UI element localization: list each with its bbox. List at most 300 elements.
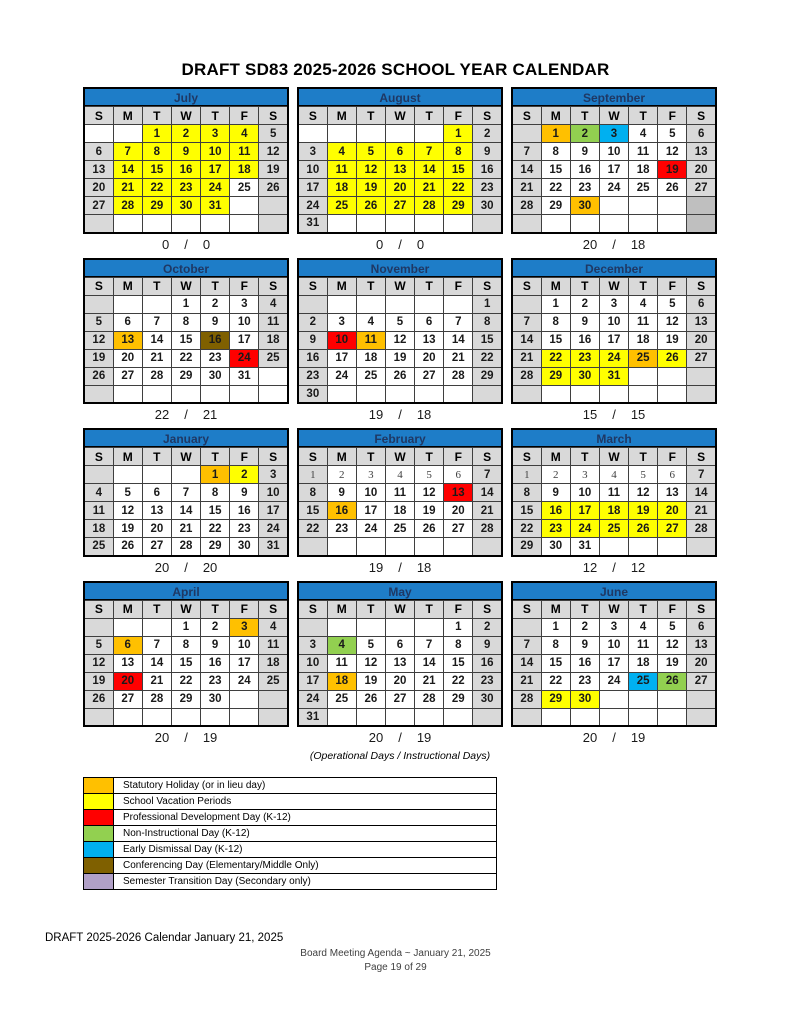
dow-cell: F [658,600,687,618]
calendar-area [83,87,717,762]
week-row [84,161,288,179]
counts-operational: 0 [161,236,170,252]
day-cell [415,215,444,233]
day-cell: 27 [142,538,171,556]
day-cell [84,385,113,403]
day-cell: 9 [473,636,502,654]
day-cell: 30 [570,367,599,385]
day-cell: 25 [385,520,414,538]
day-cell: 18 [385,502,414,520]
week-row [298,654,502,672]
day-cell: 30 [298,385,327,403]
day-cell: 8 [512,484,541,502]
day-cell: 5 [356,143,385,161]
week-row [84,295,288,313]
day-cell: 15 [473,331,502,349]
week-row [512,672,716,690]
week-row [512,179,716,197]
day-cell: 14 [142,331,171,349]
day-cell [541,708,570,726]
day-cell: 3 [230,618,259,636]
day-cell [259,385,288,403]
day-cell: 13 [113,654,142,672]
dow-cell: W [599,448,628,466]
day-cell [629,708,658,726]
day-cell [84,708,113,726]
week-row [84,466,288,484]
day-cell [385,385,414,403]
day-cell [687,708,716,726]
day-cell: 2 [298,313,327,331]
dow-cell: S [473,277,502,295]
dow-cell: F [444,277,473,295]
day-cell: 3 [230,295,259,313]
week-row [298,466,502,484]
day-cell: 16 [201,331,230,349]
counts-slash: / [612,730,616,745]
week-row [84,708,288,726]
counts-slash: / [398,559,402,575]
day-cell: 21 [415,179,444,197]
counts-instructional: 12 [630,559,646,575]
day-cell [113,618,142,636]
dow-cell: T [570,448,599,466]
day-cell [327,708,356,726]
month-day-counts [83,727,289,749]
month-day-counts [83,234,289,256]
day-cell: 31 [298,708,327,726]
day-cell [298,618,327,636]
day-cell: 18 [327,672,356,690]
day-cell: 15 [201,502,230,520]
dow-cell: S [512,277,541,295]
day-cell: 10 [230,313,259,331]
day-cell: 7 [512,313,541,331]
day-cell: 23 [298,367,327,385]
day-cell [629,690,658,708]
day-cell [142,618,171,636]
day-cell: 17 [599,331,628,349]
dow-cell: T [142,600,171,618]
day-cell: 9 [171,143,200,161]
day-cell: 23 [570,349,599,367]
day-cell: 17 [201,161,230,179]
day-cell [444,708,473,726]
day-cell: 8 [201,484,230,502]
day-cell [142,295,171,313]
day-cell [444,295,473,313]
counts-slash: / [398,730,402,745]
month-july [83,87,289,256]
day-cell: 6 [687,125,716,143]
day-cell [259,197,288,215]
dow-cell: T [201,277,230,295]
day-cell: 10 [570,484,599,502]
day-cell [356,295,385,313]
dow-cell: M [541,107,570,125]
week-row [298,161,502,179]
day-cell: 27 [385,197,414,215]
day-cell: 27 [687,179,716,197]
day-cell: 11 [629,313,658,331]
day-cell [298,125,327,143]
dow-cell: S [298,107,327,125]
day-cell: 6 [687,295,716,313]
day-cell: 26 [259,179,288,197]
day-cell: 29 [444,197,473,215]
day-cell: 14 [142,654,171,672]
dow-cell: W [171,277,200,295]
day-cell: 18 [629,331,658,349]
day-cell: 2 [201,295,230,313]
week-row [512,520,716,538]
day-cell: 4 [327,636,356,654]
day-cell: 20 [687,331,716,349]
day-cell: 30 [201,690,230,708]
dow-cell: S [687,600,716,618]
day-cell: 1 [201,466,230,484]
week-row [84,520,288,538]
day-cell [327,538,356,556]
dow-cell: T [629,107,658,125]
day-cell: 20 [444,502,473,520]
day-cell: 5 [629,466,658,484]
day-cell: 7 [171,484,200,502]
day-cell: 23 [171,179,200,197]
dow-cell: S [687,448,716,466]
day-cell: 15 [541,654,570,672]
day-cell: 7 [444,313,473,331]
month-title: April [83,581,289,600]
day-cell: 14 [415,161,444,179]
day-cell: 10 [201,143,230,161]
day-cell: 24 [298,690,327,708]
month-title: June [511,581,717,600]
day-cell [142,215,171,233]
day-cell: 24 [599,349,628,367]
dow-cell: T [142,107,171,125]
day-cell: 2 [230,466,259,484]
day-cell [687,197,716,215]
counts-operational: 20 [582,730,598,745]
day-cell: 20 [142,520,171,538]
week-row [84,179,288,197]
dow-cell: T [415,277,444,295]
day-cell [687,215,716,233]
counts-operational: 20 [154,559,170,575]
week-row [298,295,502,313]
week-row [298,197,502,215]
day-cell [444,385,473,403]
day-cell: 13 [142,502,171,520]
month-november [297,258,503,427]
day-cell: 11 [599,484,628,502]
day-cell [298,538,327,556]
day-cell: 19 [84,672,113,690]
dow-cell: S [473,107,502,125]
day-cell: 18 [230,161,259,179]
day-cell [142,708,171,726]
day-cell: 21 [171,520,200,538]
day-cell: 12 [385,331,414,349]
day-cell: 17 [356,502,385,520]
legend-row [84,874,496,890]
week-row [512,349,716,367]
week-row [512,466,716,484]
day-cell [415,125,444,143]
day-cell: 24 [327,367,356,385]
day-cell: 12 [84,654,113,672]
week-row [84,672,288,690]
week-row [84,654,288,672]
day-cell: 6 [113,313,142,331]
dow-cell: T [629,448,658,466]
day-cell [230,215,259,233]
week-row [84,125,288,143]
day-cell [415,708,444,726]
dow-cell: W [599,600,628,618]
legend-label: Conferencing Day (Elementary/Middle Only) [123,860,319,871]
day-cell: 9 [201,636,230,654]
day-cell [230,690,259,708]
day-cell: 16 [230,502,259,520]
week-row [298,672,502,690]
dow-cell: M [541,600,570,618]
counts-instructional: 0 [202,236,211,252]
month-table [83,600,289,728]
day-cell: 19 [629,502,658,520]
counts-operational: 20 [154,730,170,745]
day-cell: 30 [473,690,502,708]
dow-cell: T [570,277,599,295]
day-cell: 4 [629,125,658,143]
day-cell: 30 [541,538,570,556]
day-cell: 1 [512,466,541,484]
dow-cell: S [298,600,327,618]
dow-cell: M [327,107,356,125]
day-cell [629,367,658,385]
month-title: October [83,258,289,277]
week-row [298,385,502,403]
day-cell: 1 [444,618,473,636]
day-cell: 12 [415,484,444,502]
day-cell: 20 [415,349,444,367]
day-cell: 13 [687,313,716,331]
day-cell: 29 [444,690,473,708]
day-cell: 29 [201,538,230,556]
counts-slash: / [612,236,616,252]
counts-slash: / [184,407,188,422]
dow-cell: T [142,277,171,295]
day-cell [658,690,687,708]
page-title: DRAFT SD83 2025-2026 SCHOOL YEAR CALENDAR [181,60,610,79]
day-cell: 19 [113,520,142,538]
day-cell [473,385,502,403]
day-cell: 11 [259,636,288,654]
footer-page-line: Page 19 of 29 [364,962,427,973]
month-day-counts [511,404,717,426]
day-cell: 30 [473,197,502,215]
counts-operational: 19 [368,559,384,575]
day-cell [356,708,385,726]
day-cell [658,708,687,726]
dow-cell: S [512,448,541,466]
day-cell: 28 [415,690,444,708]
day-cell: 27 [415,367,444,385]
day-cell [512,385,541,403]
month-title: November [297,258,503,277]
week-row [512,538,716,556]
day-cell: 3 [570,466,599,484]
week-row [84,215,288,233]
day-cell: 1 [541,618,570,636]
month-january [83,428,289,579]
day-cell: 11 [327,161,356,179]
week-row [84,143,288,161]
day-cell [599,385,628,403]
day-cell: 18 [84,520,113,538]
day-cell: 31 [570,538,599,556]
day-cell: 5 [84,636,113,654]
day-cell: 25 [230,179,259,197]
day-cell: 26 [658,349,687,367]
month-title: July [83,87,289,106]
day-cell: 16 [570,654,599,672]
day-cell [113,125,142,143]
day-cell: 4 [84,484,113,502]
day-cell: 21 [444,349,473,367]
week-row [512,618,716,636]
day-cell: 6 [142,484,171,502]
day-cell: 12 [259,143,288,161]
day-cell: 10 [298,654,327,672]
counts-operational: 12 [582,559,598,575]
day-cell: 10 [230,636,259,654]
day-cell: 10 [599,313,628,331]
day-cell: 25 [629,349,658,367]
day-cell: 26 [84,367,113,385]
day-cell: 1 [171,618,200,636]
day-cell: 26 [356,197,385,215]
day-cell: 6 [658,466,687,484]
day-cell: 17 [327,349,356,367]
day-cell: 14 [113,161,142,179]
day-cell: 4 [629,295,658,313]
counts-slash: / [612,407,616,422]
week-row [298,690,502,708]
day-cell: 3 [298,636,327,654]
legend-label: Professional Development Day (K-12) [123,812,291,823]
day-cell: 28 [444,367,473,385]
dow-cell: W [171,600,200,618]
week-row [512,708,716,726]
day-cell: 19 [356,672,385,690]
day-cell [171,466,200,484]
counts-instructional: 19 [630,730,646,745]
day-cell: 18 [629,161,658,179]
day-cell: 20 [687,161,716,179]
day-cell [201,215,230,233]
day-cell [512,708,541,726]
dow-cell: T [356,600,385,618]
day-cell: 26 [84,690,113,708]
month-day-counts [83,404,289,426]
day-cell: 6 [415,313,444,331]
day-cell [385,125,414,143]
day-cell: 30 [201,367,230,385]
day-cell: 28 [113,197,142,215]
month-april [83,581,289,750]
day-cell: 25 [259,349,288,367]
day-cell: 26 [385,367,414,385]
day-cell: 21 [512,179,541,197]
day-cell: 10 [599,636,628,654]
day-cell: 4 [327,143,356,161]
counts-instructional: 19 [416,730,432,745]
counts-slash: / [612,559,616,575]
day-cell: 7 [687,466,716,484]
day-cell [113,385,142,403]
day-cell: 22 [541,672,570,690]
day-cell: 17 [298,672,327,690]
day-cell: 9 [570,313,599,331]
day-cell: 15 [171,654,200,672]
week-row [84,197,288,215]
day-cell [298,295,327,313]
day-cell [356,618,385,636]
day-cell: 7 [415,636,444,654]
day-cell: 30 [570,197,599,215]
footer-draft-line: DRAFT 2025-2026 Calendar January 21, 2025 [45,932,284,944]
day-cell: 2 [570,295,599,313]
day-cell: 22 [444,179,473,197]
day-cell: 16 [171,161,200,179]
day-cell: 22 [541,179,570,197]
dow-cell: S [298,448,327,466]
day-cell [415,538,444,556]
day-cell: 14 [444,331,473,349]
dow-cell: T [629,600,658,618]
day-cell [687,690,716,708]
week-row [512,331,716,349]
dow-cell: S [259,277,288,295]
legend-row [84,826,496,842]
month-october [83,258,289,427]
legend-row [84,842,496,858]
dow-cell: F [444,600,473,618]
day-cell: 18 [629,654,658,672]
day-cell: 11 [230,143,259,161]
day-cell: 22 [298,520,327,538]
dow-cell: S [298,277,327,295]
week-row [512,690,716,708]
day-cell: 2 [473,125,502,143]
dow-cell: S [259,107,288,125]
day-cell: 7 [473,466,502,484]
week-row [298,502,502,520]
day-cell: 16 [473,161,502,179]
month-title: September [511,87,717,106]
day-cell: 12 [629,484,658,502]
day-cell: 23 [541,520,570,538]
day-cell [356,215,385,233]
week-row [84,385,288,403]
day-cell: 25 [327,197,356,215]
week-row [512,143,716,161]
legend-label: Semester Transition Day (Secondary only) [123,876,311,887]
dow-cell: F [444,107,473,125]
dow-cell: M [113,107,142,125]
